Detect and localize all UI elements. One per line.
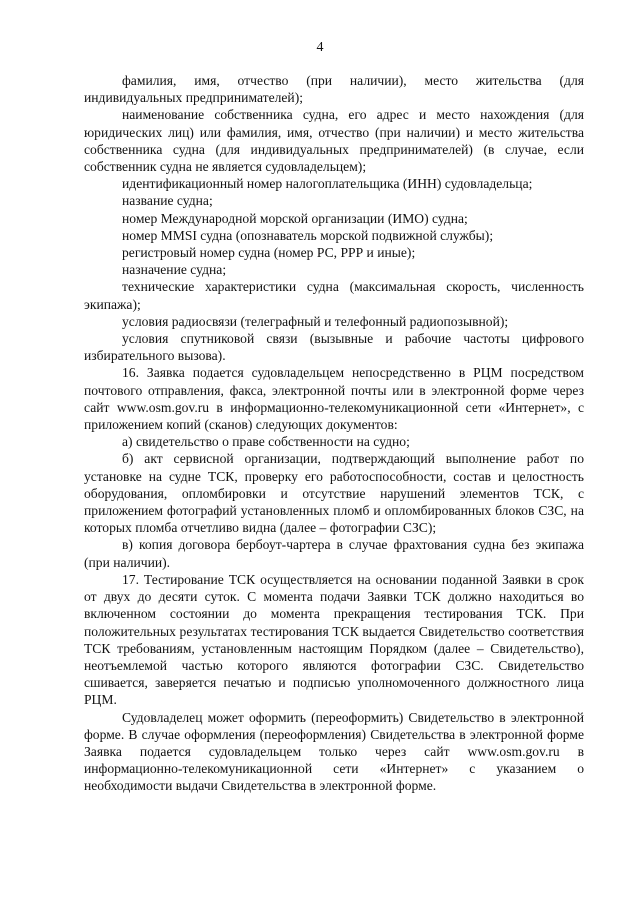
paragraph: регистровый номер судна (номер РС, РРР и иные); — [122, 245, 416, 261]
paragraph: название судна; — [122, 193, 213, 209]
paragraph: условия спутниковой связи (вызывные и рабочие частоты цифрового избирательного вызова). — [84, 331, 584, 364]
paragraph: фамилия, имя, отчество (при наличии), место жительства (для индивидуальных предпринимателей); — [84, 73, 584, 106]
paragraph: номер MMSI судна (опознаватель морской подвижной службы); — [122, 227, 494, 243]
page-number: 4 — [316, 40, 324, 55]
paragraph: номер Международной морской организации (ИМО) судна; — [122, 210, 468, 226]
paragraph: технические характеристики судна (максимальная скорость, численность экипажа); — [84, 279, 584, 312]
paragraph: назначение судна; — [122, 262, 227, 278]
document-body — [84, 72, 584, 795]
paragraph: условия радиосвязи (телеграфный и телефонный радиопозывной); — [122, 313, 509, 329]
paragraph: б) акт сервисной организации, подтверждающий выполнение работ по установке на судне ТСК, проверку его работоспособности, состав и целостность оборудования, опломбировки и отсутствие нарушений элементов ТСК, с приложением фотографий установленных пломб и опломбированных блоков СЗС, на которых пломба отчетливо видна (далее – фотографии СЗС); — [84, 451, 584, 536]
paragraph: в) копия договора бербоут-чартера в случае фрахтования судна без экипажа (при наличии). — [84, 537, 584, 570]
paragraph: 16. Заявка подается судовладельцем непосредственно в РЦМ посредством почтового отправления, факса, электронной почты или в электронной форме через сайт www.osm.gov.ru в информационно-телекомуникационной сети «Интернет», с приложением копий (сканов) следующих документов: — [84, 365, 584, 433]
paragraph: 17. Тестирование ТСК осуществляется на основании поданной Заявки в срок от двух до десяти суток. С момента подачи Заявки ТСК должно находиться во включенном состоянии до момента прекращения тестирования ТСК. При положительных результатах тестирования ТСК выдается Свидетельство соответствия ТСК требованиям, установленным настоящим Порядком (далее – Свидетельство), неотъемлемой частью которого являются фотографии СЗС. Свидетельство сшивается, заверяется печатью и подписью уполномоченного должностного лица РЦМ. — [84, 571, 584, 708]
paragraph: а) свидетельство о праве собственности на судно; — [122, 434, 410, 450]
paragraph: наименование собственника судна, его адрес и место нахождения (для юридических лиц) или фамилия, имя, отчество (при наличии) и место жительства собственника судна (для индивидуальных предпринимателей) (в случае, если собственник судна не является судовладельцем); — [84, 107, 584, 175]
paragraph: идентификационный номер налогоплательщика (ИНН) судовладельца; — [122, 176, 533, 192]
paragraph: Судовладелец может оформить (переоформить) Свидетельство в электронной форме. В случае оформления (переоформления) Свидетельства в электронной форме Заявка подается судовладельцем только через сайт www.osm.gov.ru в информационно-телекомуникационной сети «Интернет» с указанием о необходимости выдачи Свидетельства в электронной форме. — [84, 709, 584, 794]
